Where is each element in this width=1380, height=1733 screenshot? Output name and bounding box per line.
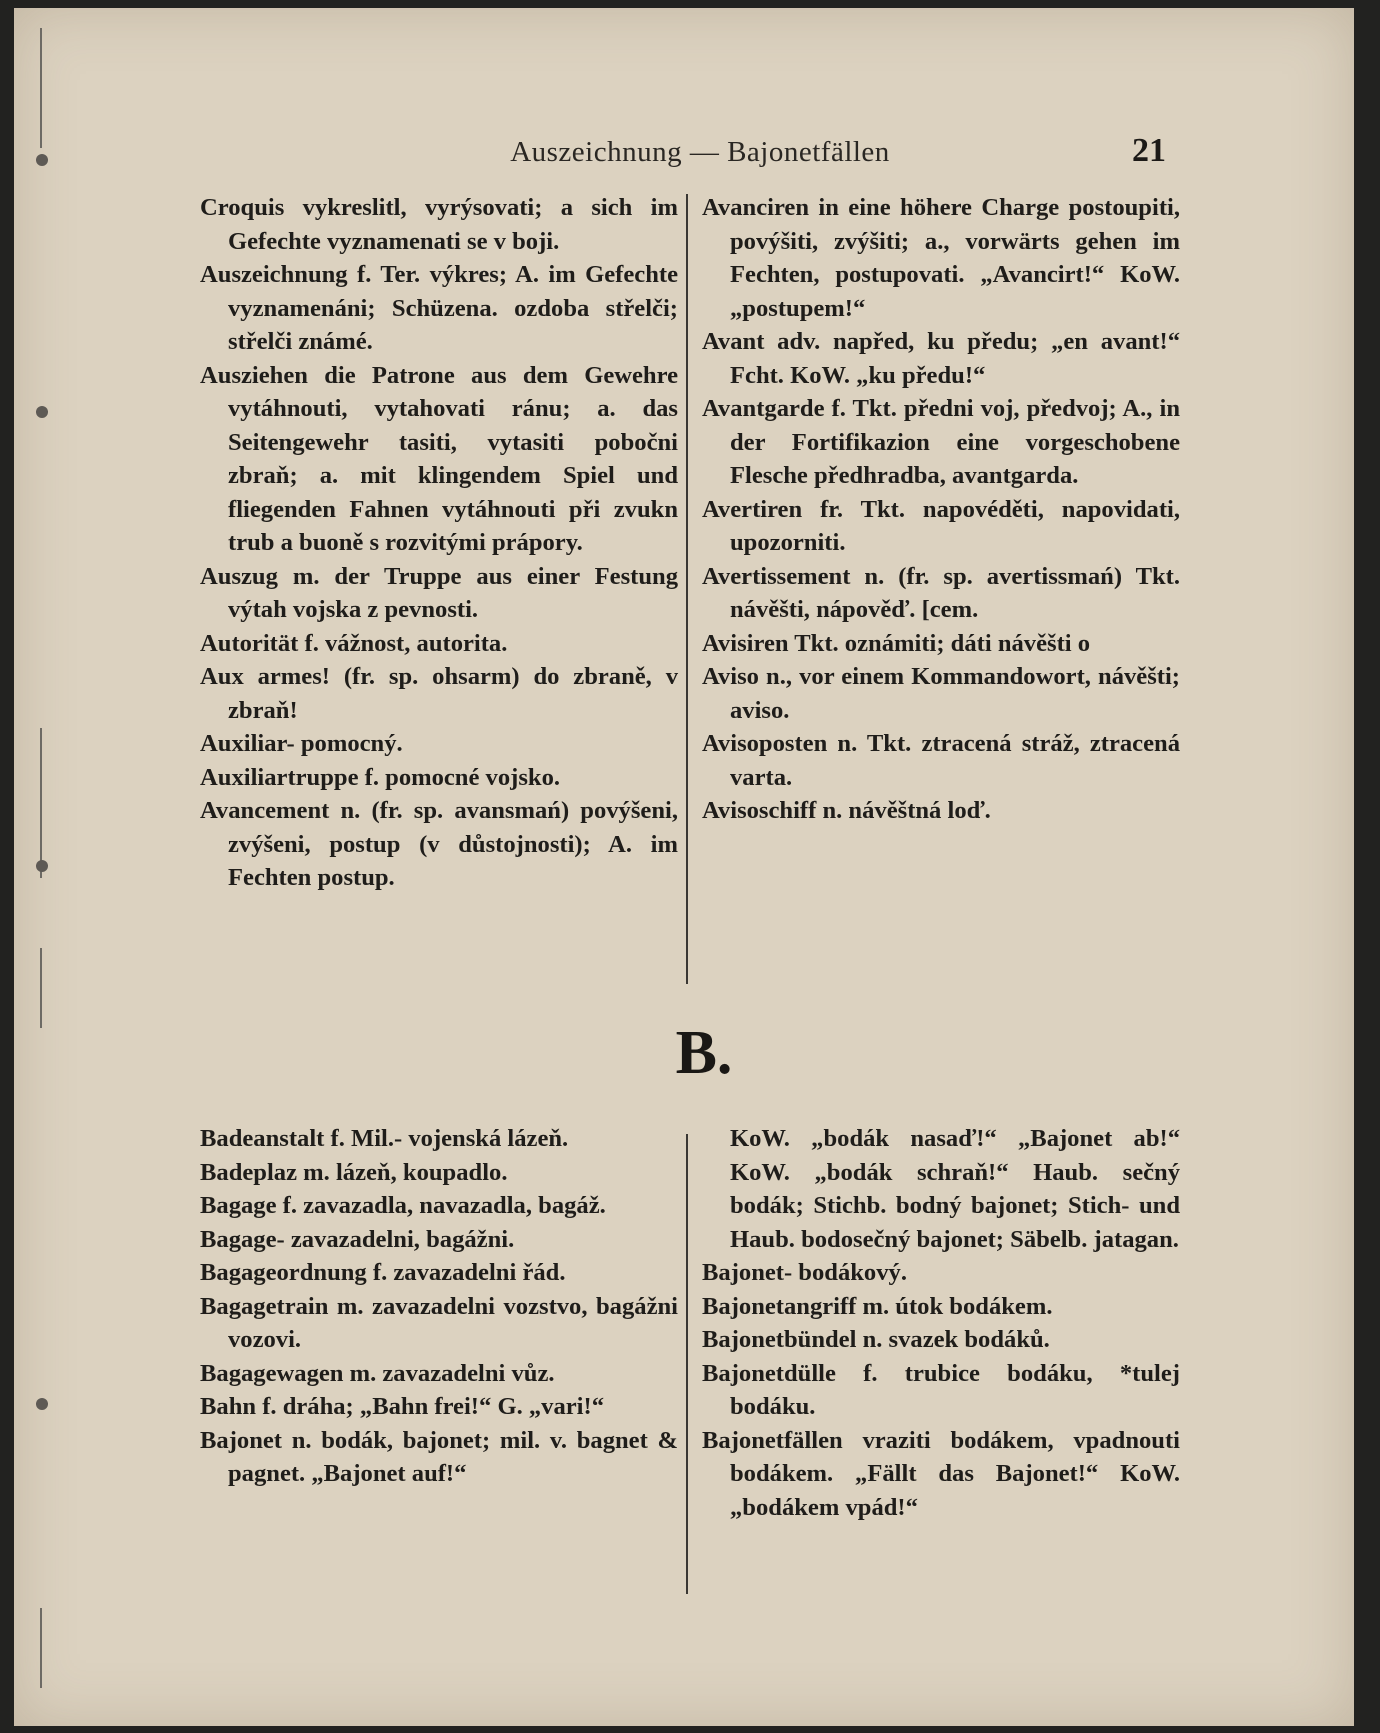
margin-line xyxy=(40,948,42,1028)
margin-mark xyxy=(36,154,48,166)
dictionary-entry: Bagagewagen m. zavazadelni vůz. xyxy=(200,1359,555,1387)
dictionary-entry: Avisiren Tkt. oznámiti; dáti návěšti o xyxy=(702,629,1091,657)
dictionary-page xyxy=(14,8,1354,1726)
page-number: 21 xyxy=(1132,132,1166,169)
section-letter: B. xyxy=(675,1019,733,1087)
dictionary-entry: Avancement n. (fr. sp. avansmań) povýšeni, zvýšeni, postup (v důstojnosti); A. im Fechten postup. xyxy=(200,797,678,891)
dictionary-entry: Avant adv. napřed, ku předu; „en avant!“ Fcht. KoW. „ku předu!“ xyxy=(702,328,1180,389)
dictionary-entry: KoW. „bodák nasaď!“ „Bajonet ab!“ KoW. „bodák schraň!“ Haub. sečný bodák; Stichb. bodný bajonet; Stich- und Haub. bodosečný bajonet; Säbelb. jatagan. xyxy=(730,1125,1180,1253)
dictionary-entry: Ausziehen die Patrone aus dem Gewehre vytáhnouti, vytahovati ránu; a. das Seitengewehr tasiti, vytasiti pobočni zbraň; a. mit klingendem Spiel und fliegenden Fahnen vytáhnouti při zvukn trub a buoně s rozvitými prápory. xyxy=(200,361,678,556)
margin-line xyxy=(40,728,42,878)
dictionary-entry: Badeplaz m. lázeň, koupadlo. xyxy=(200,1158,508,1186)
dictionary-entry: Bagageordnung f. zavazadelni řád. xyxy=(200,1259,566,1286)
section-b-right-column xyxy=(702,1122,1180,1524)
section-a-left-column xyxy=(200,191,678,895)
dictionary-entry: Avanciren in eine höhere Charge postoupiti, povýšiti, zvýšiti; a., vorwärts gehen im Fechten, postupovati. „Avancirt!“ KoW. „postupem!“ xyxy=(702,194,1180,322)
running-head: Auszeichnung — Bajonetfällen xyxy=(510,136,890,168)
dictionary-entry: Auxiliartruppe f. pomocné vojsko. xyxy=(200,763,561,791)
section-a-right-column xyxy=(702,191,1180,828)
dictionary-entry: Bahn f. dráha; „Bahn frei!“ G. „vari!“ xyxy=(200,1393,604,1420)
dictionary-entry: Avantgarde f. Tkt. předni voj, předvoj; A., in der Fortifikazion eine vorgeschobene Flesche předhradba, avantgarda. xyxy=(702,395,1180,489)
dictionary-entry: Bajonetdülle f. trubice bodáku, *tulej bodáku. xyxy=(702,1359,1180,1420)
dictionary-entry: Aviso n., vor einem Kommandowort, návěšti; aviso. xyxy=(702,663,1180,724)
dictionary-entry: Avertiren fr. Tkt. napovéděti, napovidati, upozorniti. xyxy=(702,495,1180,556)
column-rule xyxy=(686,194,688,984)
section-b-left-column xyxy=(200,1122,678,1491)
dictionary-entry: Auszeichnung f. Ter. výkres; A. im Gefechte vyznamenáni; Schüzena. ozdoba střelči; střelči známé. xyxy=(200,261,678,355)
dictionary-entry: Avertissement n. (fr. sp. avertissmań) Tkt. návěšti, nápověď. [cem. xyxy=(702,562,1180,623)
margin-line xyxy=(40,1608,42,1688)
dictionary-entry: Aux armes! (fr. sp. ohsarm) do zbraně, v zbraň! xyxy=(200,663,678,724)
margin-mark xyxy=(36,1398,48,1410)
dictionary-entry: Croquis vykreslitl, vyrýsovati; a sich im Gefechte vyznamenati se v boji. xyxy=(200,194,678,255)
dictionary-entry: Avisoposten n. Tkt. ztracená stráž, ztracená varta. xyxy=(702,730,1180,791)
column-rule xyxy=(686,1134,688,1594)
dictionary-entry: Bajonet- bodákový. xyxy=(702,1259,907,1286)
margin-mark xyxy=(36,406,48,418)
margin-mark xyxy=(36,860,48,872)
margin-line xyxy=(40,28,42,148)
dictionary-entry: Autorität f. vážnost, autorita. xyxy=(200,629,508,657)
dictionary-entry: Bajonetbündel n. svazek bodáků. xyxy=(702,1326,1050,1353)
dictionary-entry: Badeanstalt f. Mil.- vojenská lázeň. xyxy=(200,1125,569,1152)
dictionary-entry: Auxiliar- pomocný. xyxy=(200,730,403,757)
dictionary-entry: Bajonetangriff m. útok bodákem. xyxy=(702,1292,1053,1320)
dictionary-entry: Bagage- zavazadelni, bagážni. xyxy=(200,1225,515,1253)
dictionary-entry: Bajonet n. bodák, bajonet; mil. v. bagnet & pagnet. „Bajonet auf!“ xyxy=(200,1426,678,1487)
dictionary-entry: Bajonetfällen vraziti bodákem, vpadnouti bodákem. „Fällt das Bajonet!“ KoW. „bodákem vpád!“ xyxy=(702,1426,1180,1521)
dictionary-entry: Avisoschiff n. návěštná loď. xyxy=(702,797,991,824)
dictionary-entry: Bagage f. zavazadla, navazadla, bagáž. xyxy=(200,1192,606,1219)
dictionary-entry: Auszug m. der Truppe aus einer Festung výtah vojska z pevnosti. xyxy=(200,562,678,623)
dictionary-entry: Bagagetrain m. zavazadelni vozstvo, bagážni vozovi. xyxy=(200,1292,678,1353)
